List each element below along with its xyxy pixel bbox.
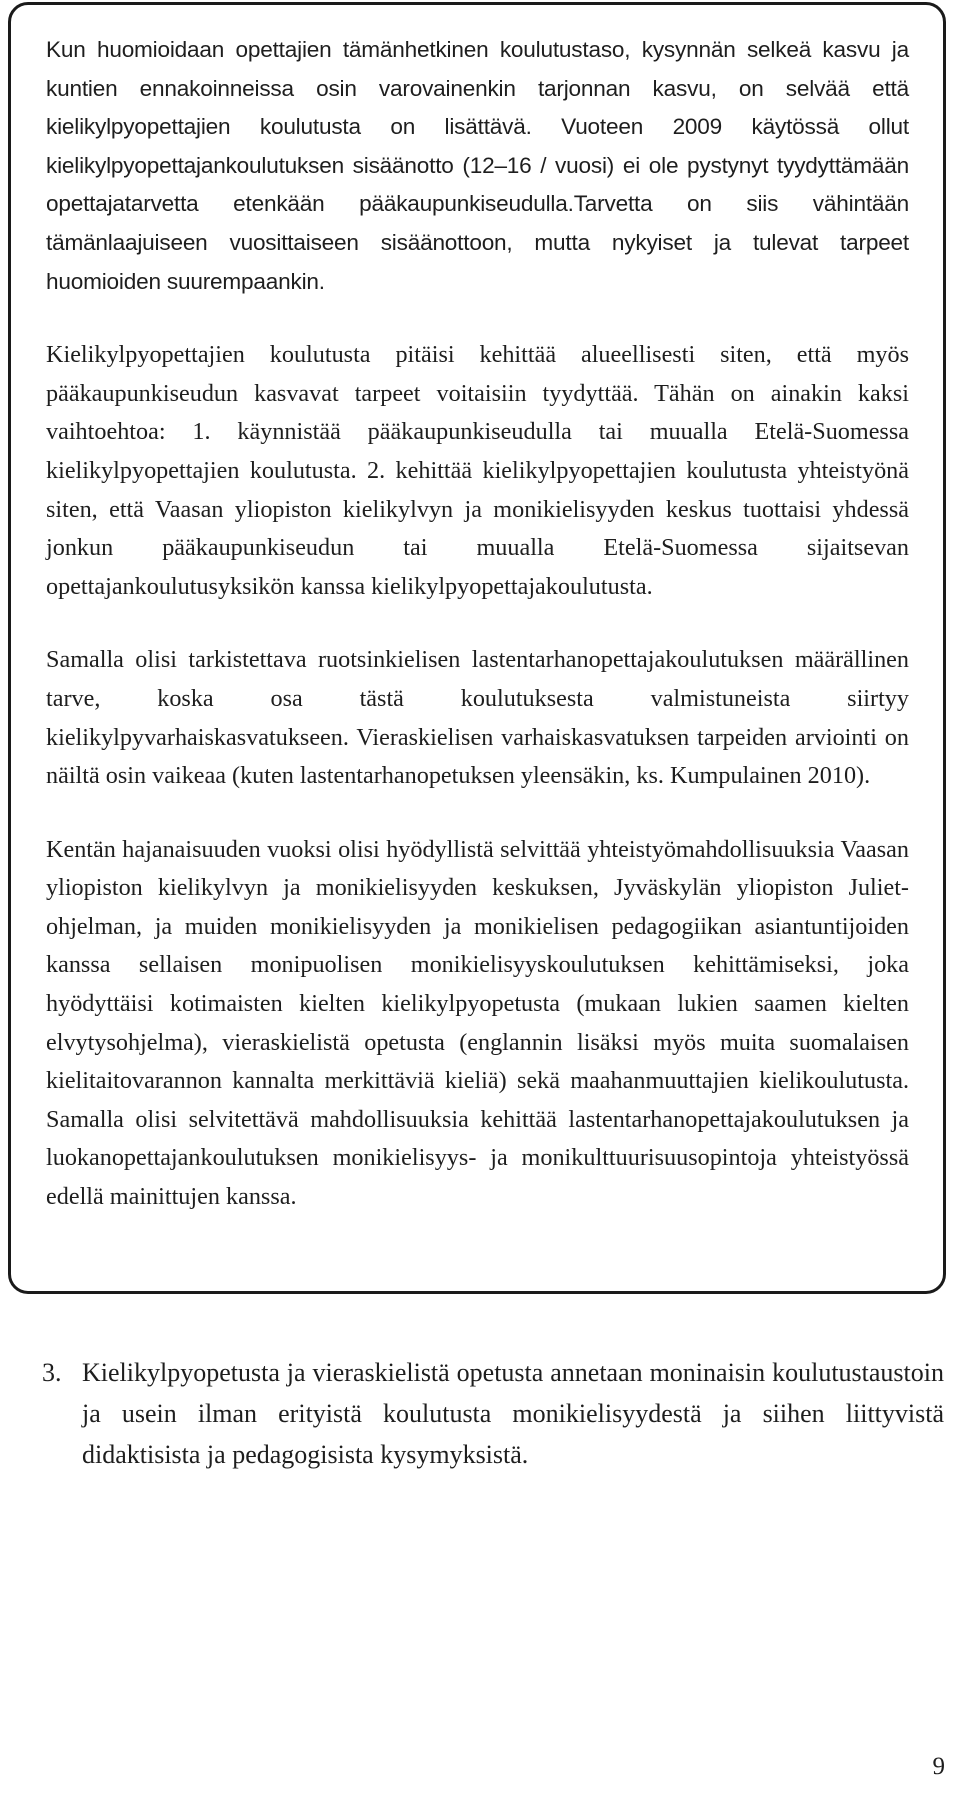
item-text: Kielikylpyopetusta ja vieraskielistä opetusta annetaan moninaisin koulutustaustoin ja usein ilman erityistä koulutusta monikielisyydestä ja siihen liittyvistä didaktisista ja pedagogisista kysymyksistä. xyxy=(82,1358,944,1469)
box-paragraph-4: Kentän hajanaisuuden vuoksi olisi hyödyllistä selvittää yhteistyömahdollisuuksia Vaasan yliopiston kielikylvyn ja monikielisyyden keskuksen, Jyväskylän yliopiston Juliet-ohjelman, ja muiden monikielisyyden ja monikielisen pedagogiikan asiantuntijoiden kanssa sellaisen monipuolisen monikielisyyskoulutuksen kehittämiseksi, joka hyödyttäisi kotimaisten kielten kielikylpyopetusta (mukaan lukien saamen kielten elvytysohjelma), vieraskielistä opetusta (englannin lisäksi myös muita suomalaisen kielitaitovarannon kannalta merkittäviä kieliä) sekä maahanmuuttajien kielikoulutusta. Samalla olisi selvitettävä mahdollisuuksia kehittää lastentarhanopettajakoulutuksen ja luokanopettajankoulutuksen monikielisyys- ja monikulttuurisuusopintoja yhteistyössä edellä mainittujen kanssa. xyxy=(46,835,909,1211)
text-box xyxy=(8,2,946,1294)
numbered-item xyxy=(42,1352,944,1475)
item-number: 3. xyxy=(42,1358,62,1387)
box-paragraph-1: Kun huomioidaan opettajien tämänhetkinen koulutustaso, kysynnän selkeä kasvu ja kuntien ennakoinneissa osin varovainenkin tarjonnan kasvu, on selvää että kielikylpyopettajien koulutusta on lisättävä. Vuoteen 2009 käytössä ollut kielikylpyopettajankoulutuksen sisäänotto (12–16 / vuosi) ei ole pystynyt tyydyttämään opettajatarvetta etenkään pääkaupunkiseudulla.Tarvetta on siis vähintään tämänlaajuiseen vuosittaiseen sisäänottoon, mutta nykyiset ja tulevat tarpeet huomioiden suurempaankin. xyxy=(46,37,909,294)
box-paragraph-2: Kielikylpyopettajien koulutusta pitäisi kehittää alueellisesti siten, että myös pääkaupunkiseudun kasvavat tarpeet voitaisiin tyydyttää. Tähän on ainakin kaksi vaihtoehtoa: 1. käynnistää pääkaupunkiseudulla tai muualla Etelä-Suomessa kielikylpyopettajien koulutusta. 2. kehittää kielikylpyopettajien koulutusta yhteistyönä siten, että Vaasan yliopiston kielikylvyn ja monikielisyyden keskus tuottaisi yhdessä jonkun pääkaupunkiseudun tai muualla Etelä-Suomessa sijaitsevan opettajankoulutusyksikön kanssa kielikylpyopettajakoulutusta. xyxy=(46,341,909,600)
page-number: 9 xyxy=(932,1753,945,1780)
box-paragraph-3: Samalla olisi tarkistettava ruotsinkielisen lastentarhanopettajakoulutuksen määrällinen tarve, koska osa tästä koulutuksesta valmistuneista siirtyy kielikylpyvarhaiskasvatukseen. Vieraskielisen varhaiskasvatuksen tarpeiden arviointi on näiltä osin vaikeaa (kuten lastentarhanopetuksen yleensäkin, ks. Kumpulainen 2010). xyxy=(46,646,909,790)
